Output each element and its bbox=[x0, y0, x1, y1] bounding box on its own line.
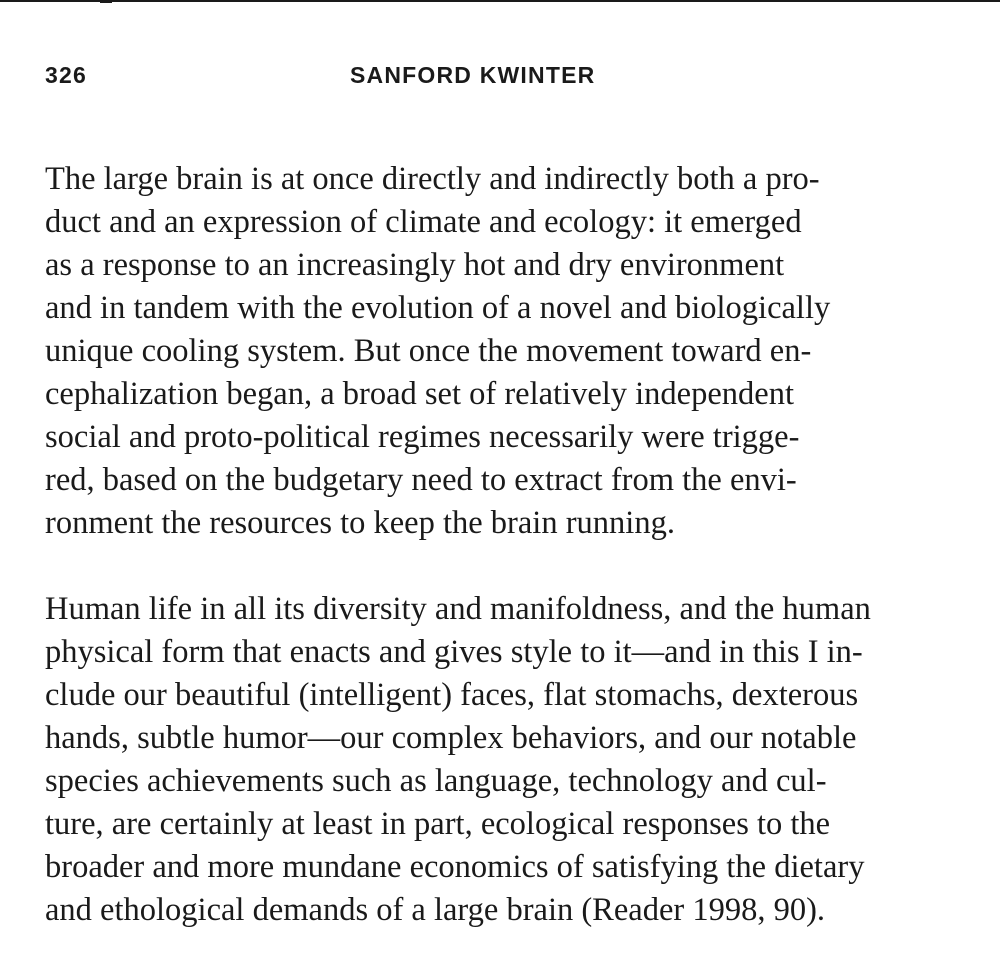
text-line: species achievements such as language, technology and cul- bbox=[45, 763, 827, 799]
text-line: physical form that enacts and gives style to it—and in this I in- bbox=[45, 634, 863, 670]
text-line: clude our beautiful (intelligent) faces, flat stomachs, dexterous bbox=[45, 677, 859, 713]
text-line: unique cooling system. But once the movement toward en- bbox=[45, 333, 812, 369]
text-line: red, based on the budgetary need to extract from the envi- bbox=[45, 462, 797, 498]
text-line: as a response to an increasingly hot and dry environment bbox=[45, 247, 785, 283]
text-line: and in tandem with the evolution of a novel and biologically bbox=[45, 290, 831, 326]
body-text bbox=[45, 158, 965, 932]
text-line: broader and more mundane economics of satisfying the dietary bbox=[45, 849, 865, 885]
top-border-mark bbox=[100, 0, 112, 3]
text-line: hands, subtle humor—our complex behaviors, and our notable bbox=[45, 720, 857, 756]
text-line: Human life in all its diversity and manifoldness, and the human bbox=[45, 591, 871, 627]
text-line: and ethological demands of a large brain (Reader 1998, 90). bbox=[45, 892, 826, 928]
paragraph-2 bbox=[45, 588, 965, 932]
text-line: social and proto-political regimes necessarily were trigge- bbox=[45, 419, 800, 455]
paragraph-1 bbox=[45, 158, 965, 545]
text-line: ture, are certainly at least in part, ecological responses to the bbox=[45, 806, 831, 842]
text-line: ronment the resources to keep the brain running. bbox=[45, 505, 675, 541]
text-line: duct and an expression of climate and ecology: it emerged bbox=[45, 204, 802, 240]
page-number: 326 bbox=[45, 62, 87, 88]
text-line: cephalization began, a broad set of relatively independent bbox=[45, 376, 794, 412]
text-line: The large brain is at once directly and indirectly both a pro- bbox=[45, 161, 820, 197]
top-border-rule bbox=[0, 0, 1000, 2]
running-head bbox=[45, 62, 955, 92]
running-title: SANFORD KWINTER bbox=[350, 62, 596, 88]
